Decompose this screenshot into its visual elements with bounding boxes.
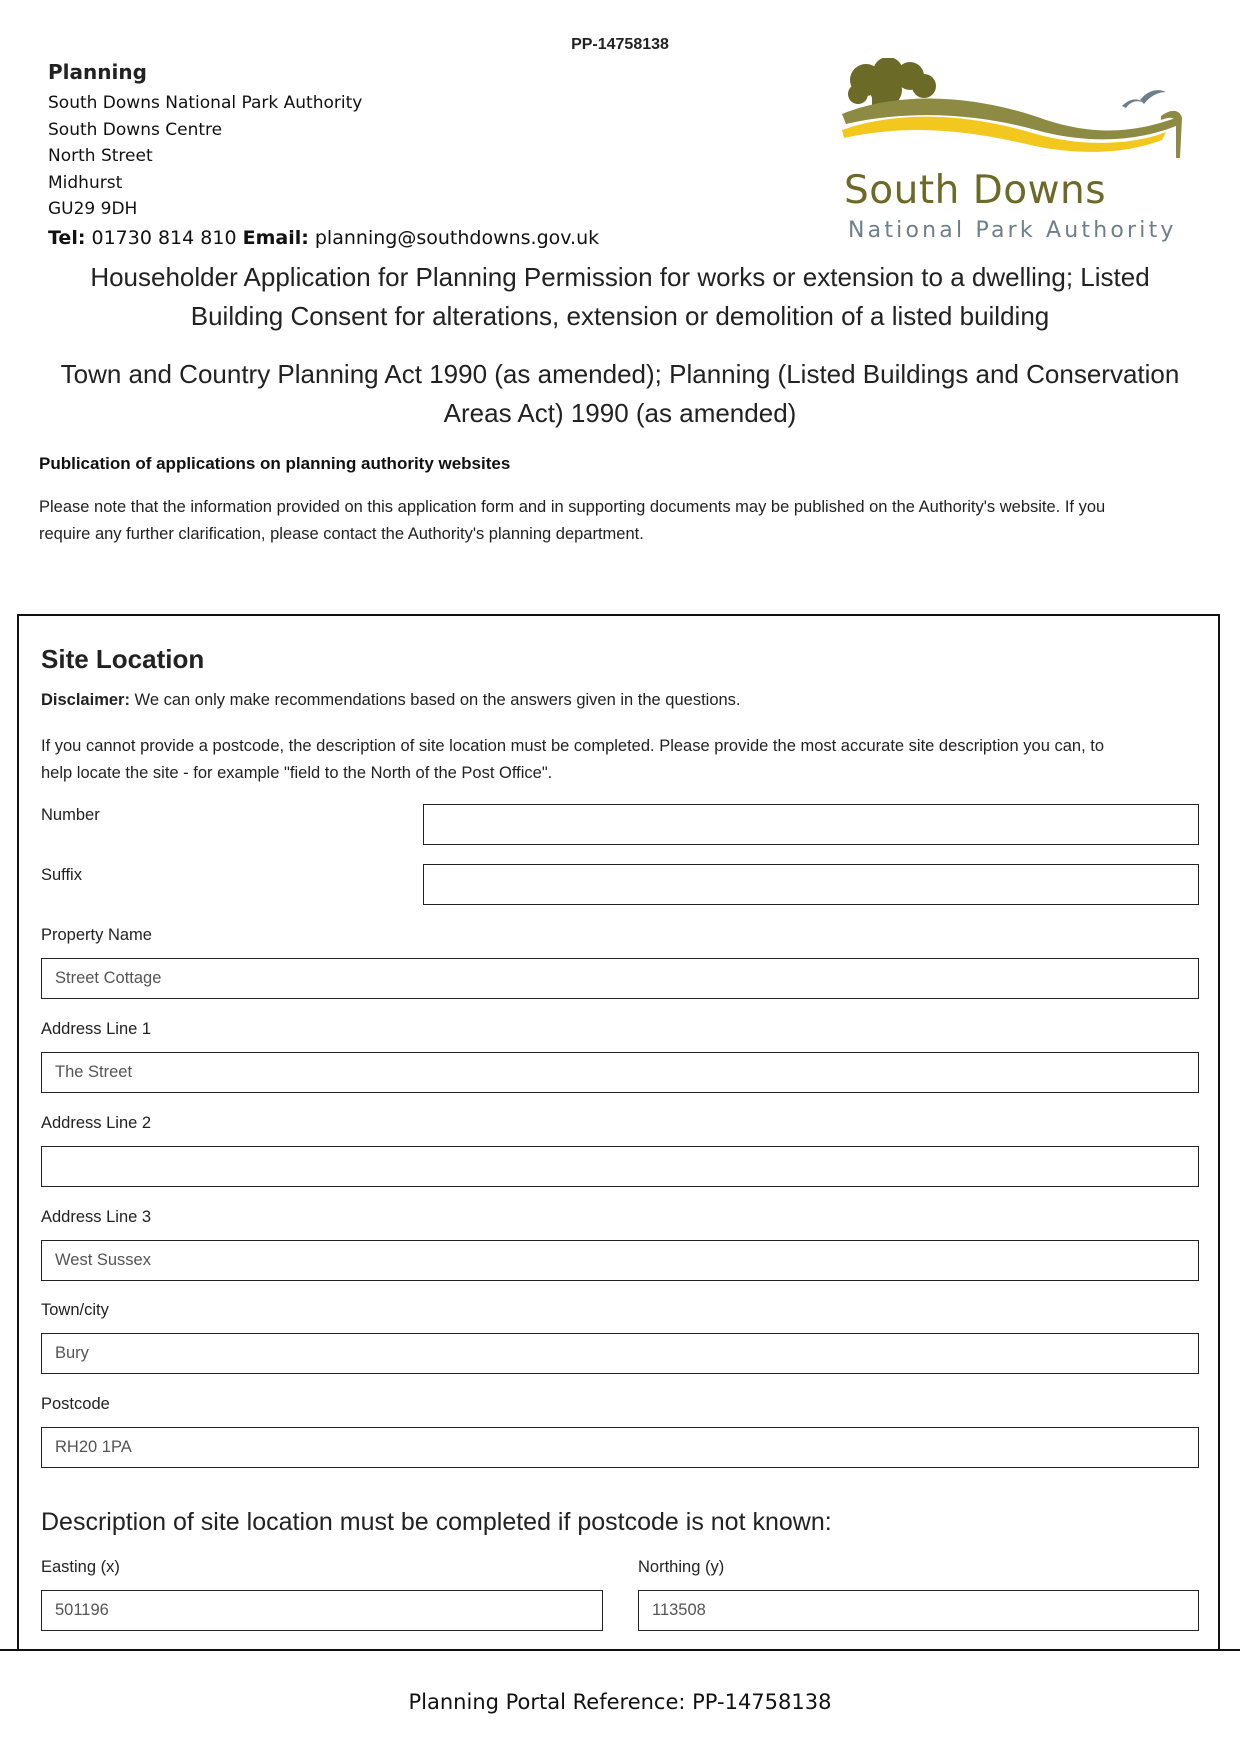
tel-number: 01730 814 810: [91, 226, 237, 249]
property-name-label: Property Name: [41, 926, 152, 944]
act-title-line: Areas Act) 1990 (as amended): [443, 398, 797, 428]
address-line: North Street: [48, 146, 153, 166]
publication-text-line: require any further clarification, please contact the Authority's planning department.: [39, 525, 644, 543]
contact-line: [48, 224, 599, 252]
tel-label: Tel:: [48, 226, 86, 249]
easting-label: Easting (x): [41, 1558, 120, 1576]
authority-address-block: [48, 60, 599, 252]
disclaimer-text: We can only make recommendations based on the answers given in the questions.: [129, 691, 741, 709]
act-title: [40, 355, 1200, 433]
south-downs-logo: [836, 58, 1196, 258]
town-city-label: Town/city: [41, 1301, 109, 1319]
northing-field[interactable]: 113508: [638, 1590, 1199, 1631]
number-field[interactable]: [423, 804, 1199, 845]
address-line-1-field[interactable]: The Street: [41, 1052, 1199, 1093]
logo-text-authority: National Park Authority: [848, 218, 1177, 243]
postcode-label: Postcode: [41, 1395, 110, 1413]
postcode-note-line: help locate the site - for example "field to the North of the Post Office".: [41, 764, 553, 782]
address-line-1-label: Address Line 1: [41, 1020, 152, 1038]
disclaimer: [41, 691, 741, 710]
site-location-section: [17, 614, 1220, 1649]
postcode-note: [41, 733, 1201, 787]
act-title-line: Town and Country Planning Act 1990 (as amended); Planning (Listed Buildings and Conservation: [60, 359, 1180, 389]
postcode-field[interactable]: RH20 1PA: [41, 1427, 1199, 1468]
logo-text-south-downs: South Downs: [844, 168, 1107, 213]
postcode-note-line: If you cannot provide a postcode, the description of site location must be completed. Please provide the most accurate site description you can, to: [41, 737, 1105, 755]
section-title: Site Location: [41, 644, 205, 674]
suffix-field[interactable]: [423, 864, 1199, 905]
footer-reference: Planning Portal Reference: PP-14758138: [408, 1690, 832, 1714]
email-label: Email:: [242, 226, 309, 249]
email-address: planning@southdowns.gov.uk: [314, 226, 600, 249]
northing-label: Northing (y): [638, 1558, 725, 1576]
publication-text: [39, 494, 1204, 548]
description-heading: Description of site location must be completed if postcode is not known:: [41, 1508, 832, 1536]
town-city-field[interactable]: Bury: [41, 1333, 1199, 1374]
address-line: South Downs National Park Authority: [48, 93, 363, 113]
address-line-2-field[interactable]: [41, 1146, 1199, 1187]
address-line-2-label: Address Line 2: [41, 1114, 152, 1132]
publication-heading: Publication of applications on planning authority websites: [39, 454, 511, 473]
page-reference: PP-14758138: [571, 36, 669, 53]
suffix-label: Suffix: [41, 866, 82, 884]
page-divider: [0, 1649, 1240, 1651]
address-line-3-label: Address Line 3: [41, 1208, 152, 1226]
number-label: Number: [41, 806, 100, 824]
address-line-3-field[interactable]: West Sussex: [41, 1240, 1199, 1281]
disclaimer-label: Disclaimer:: [41, 691, 130, 709]
logo-graphic-icon: [836, 58, 1196, 168]
address-line: South Downs Centre: [48, 119, 223, 140]
form-title-line: Householder Application for Planning Permission for works or extension to a dwelling; Listed: [90, 262, 1150, 292]
address-line: GU29 9DH: [48, 199, 138, 219]
address-line: Midhurst: [48, 172, 123, 193]
property-name-field[interactable]: Street Cottage: [41, 958, 1199, 999]
planning-title: Planning: [48, 60, 147, 84]
form-title: [40, 258, 1200, 336]
form-title-line: Building Consent for alterations, extension or demolition of a listed building: [190, 301, 1050, 331]
easting-field[interactable]: 501196: [41, 1590, 603, 1631]
publication-text-line: Please note that the information provided on this application form and in supporting documents may be published on the Authority's website. If you: [39, 498, 1106, 516]
